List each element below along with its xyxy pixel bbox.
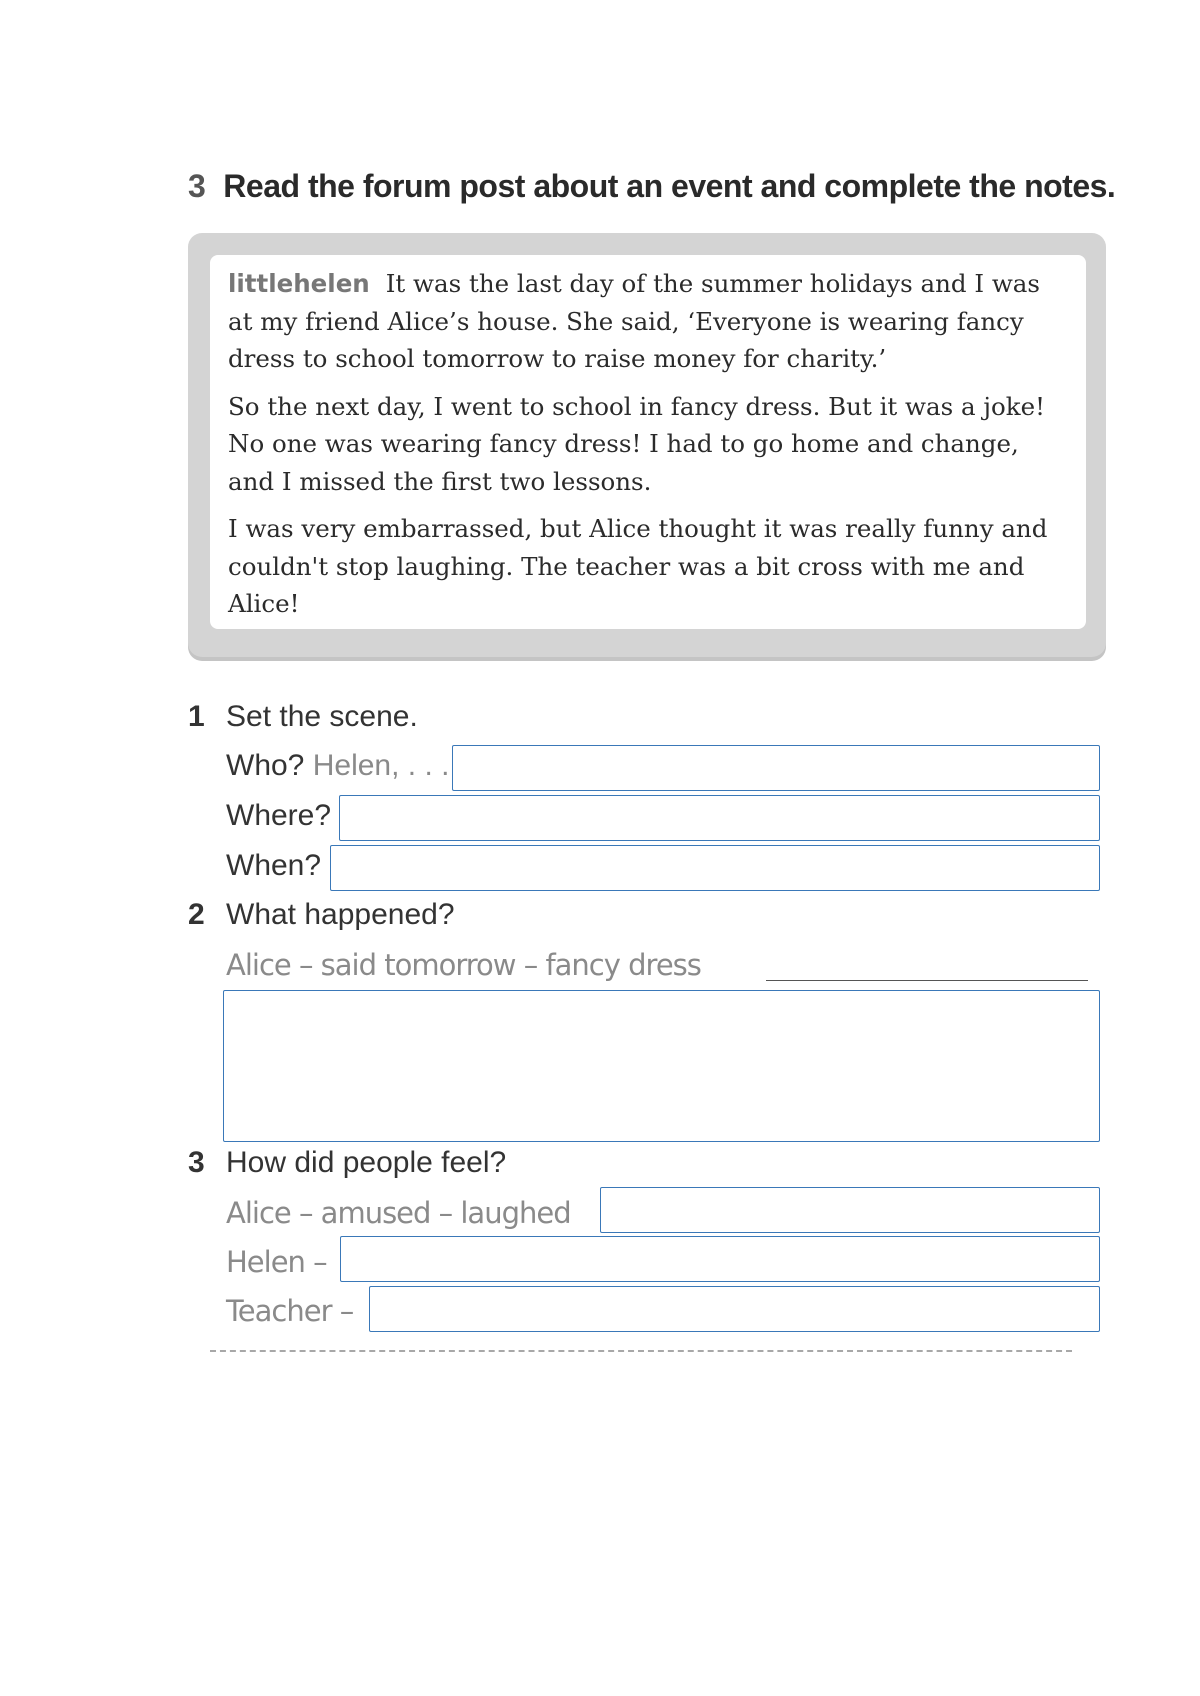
forum-post [210,255,1086,629]
where-label: Where? [226,799,332,832]
who-hint: Helen, . . . [312,749,450,782]
teacher-feeling-field[interactable] [369,1286,1100,1332]
helen-feeling-field[interactable] [340,1236,1100,1282]
alice-hint: Alice – amused – laughed [226,1196,571,1230]
post-username: littlehelen [228,269,370,298]
what-happened-underline [766,980,1088,981]
when-label: When? [226,849,322,882]
exercise-instruction: Read the forum post about an event and complete the notes. [223,168,1116,204]
exercise-heading [188,168,1128,205]
who-answer-field[interactable] [452,745,1100,791]
post-paragraph-3: I was very embarrassed, but Alice thought it was really funny and couldn't stop laughing. The teacher was a bit cross with me and Alice! [228,514,1048,618]
dashed-cut-line [210,1350,1072,1352]
helen-hint: Helen – [226,1245,327,1279]
question-1-heading: 1 Set the scene. [188,700,418,733]
exercise-number: 3 [188,168,206,204]
where-answer-field[interactable] [339,795,1100,841]
teacher-hint: Teacher – [226,1294,354,1328]
when-answer-field[interactable] [330,845,1100,891]
what-happened-hint: Alice – said tomorrow – fancy dress [226,948,701,982]
what-happened-answer-field[interactable] [223,990,1100,1142]
question-2-heading: 2 What happened? [188,898,455,931]
post-paragraph-2: So the next day, I went to school in fancy dress. But it was a joke! No one was wearing fancy dress! I had to go home and change, and I missed the first two lessons. [228,391,1045,496]
who-label: Who? Helen, . . . [226,749,450,782]
alice-feeling-field[interactable] [600,1187,1100,1233]
question-3-heading: 3 How did people feel? [188,1146,507,1179]
post-paragraph-1: littlehelen It was the last day of the summer holidays and I was at my friend Alice’s house. She said, ‘Everyone is wearing fancy dress to school tomorrow to raise money for charity.’ [228,269,1040,373]
forum-post-frame [188,233,1106,657]
